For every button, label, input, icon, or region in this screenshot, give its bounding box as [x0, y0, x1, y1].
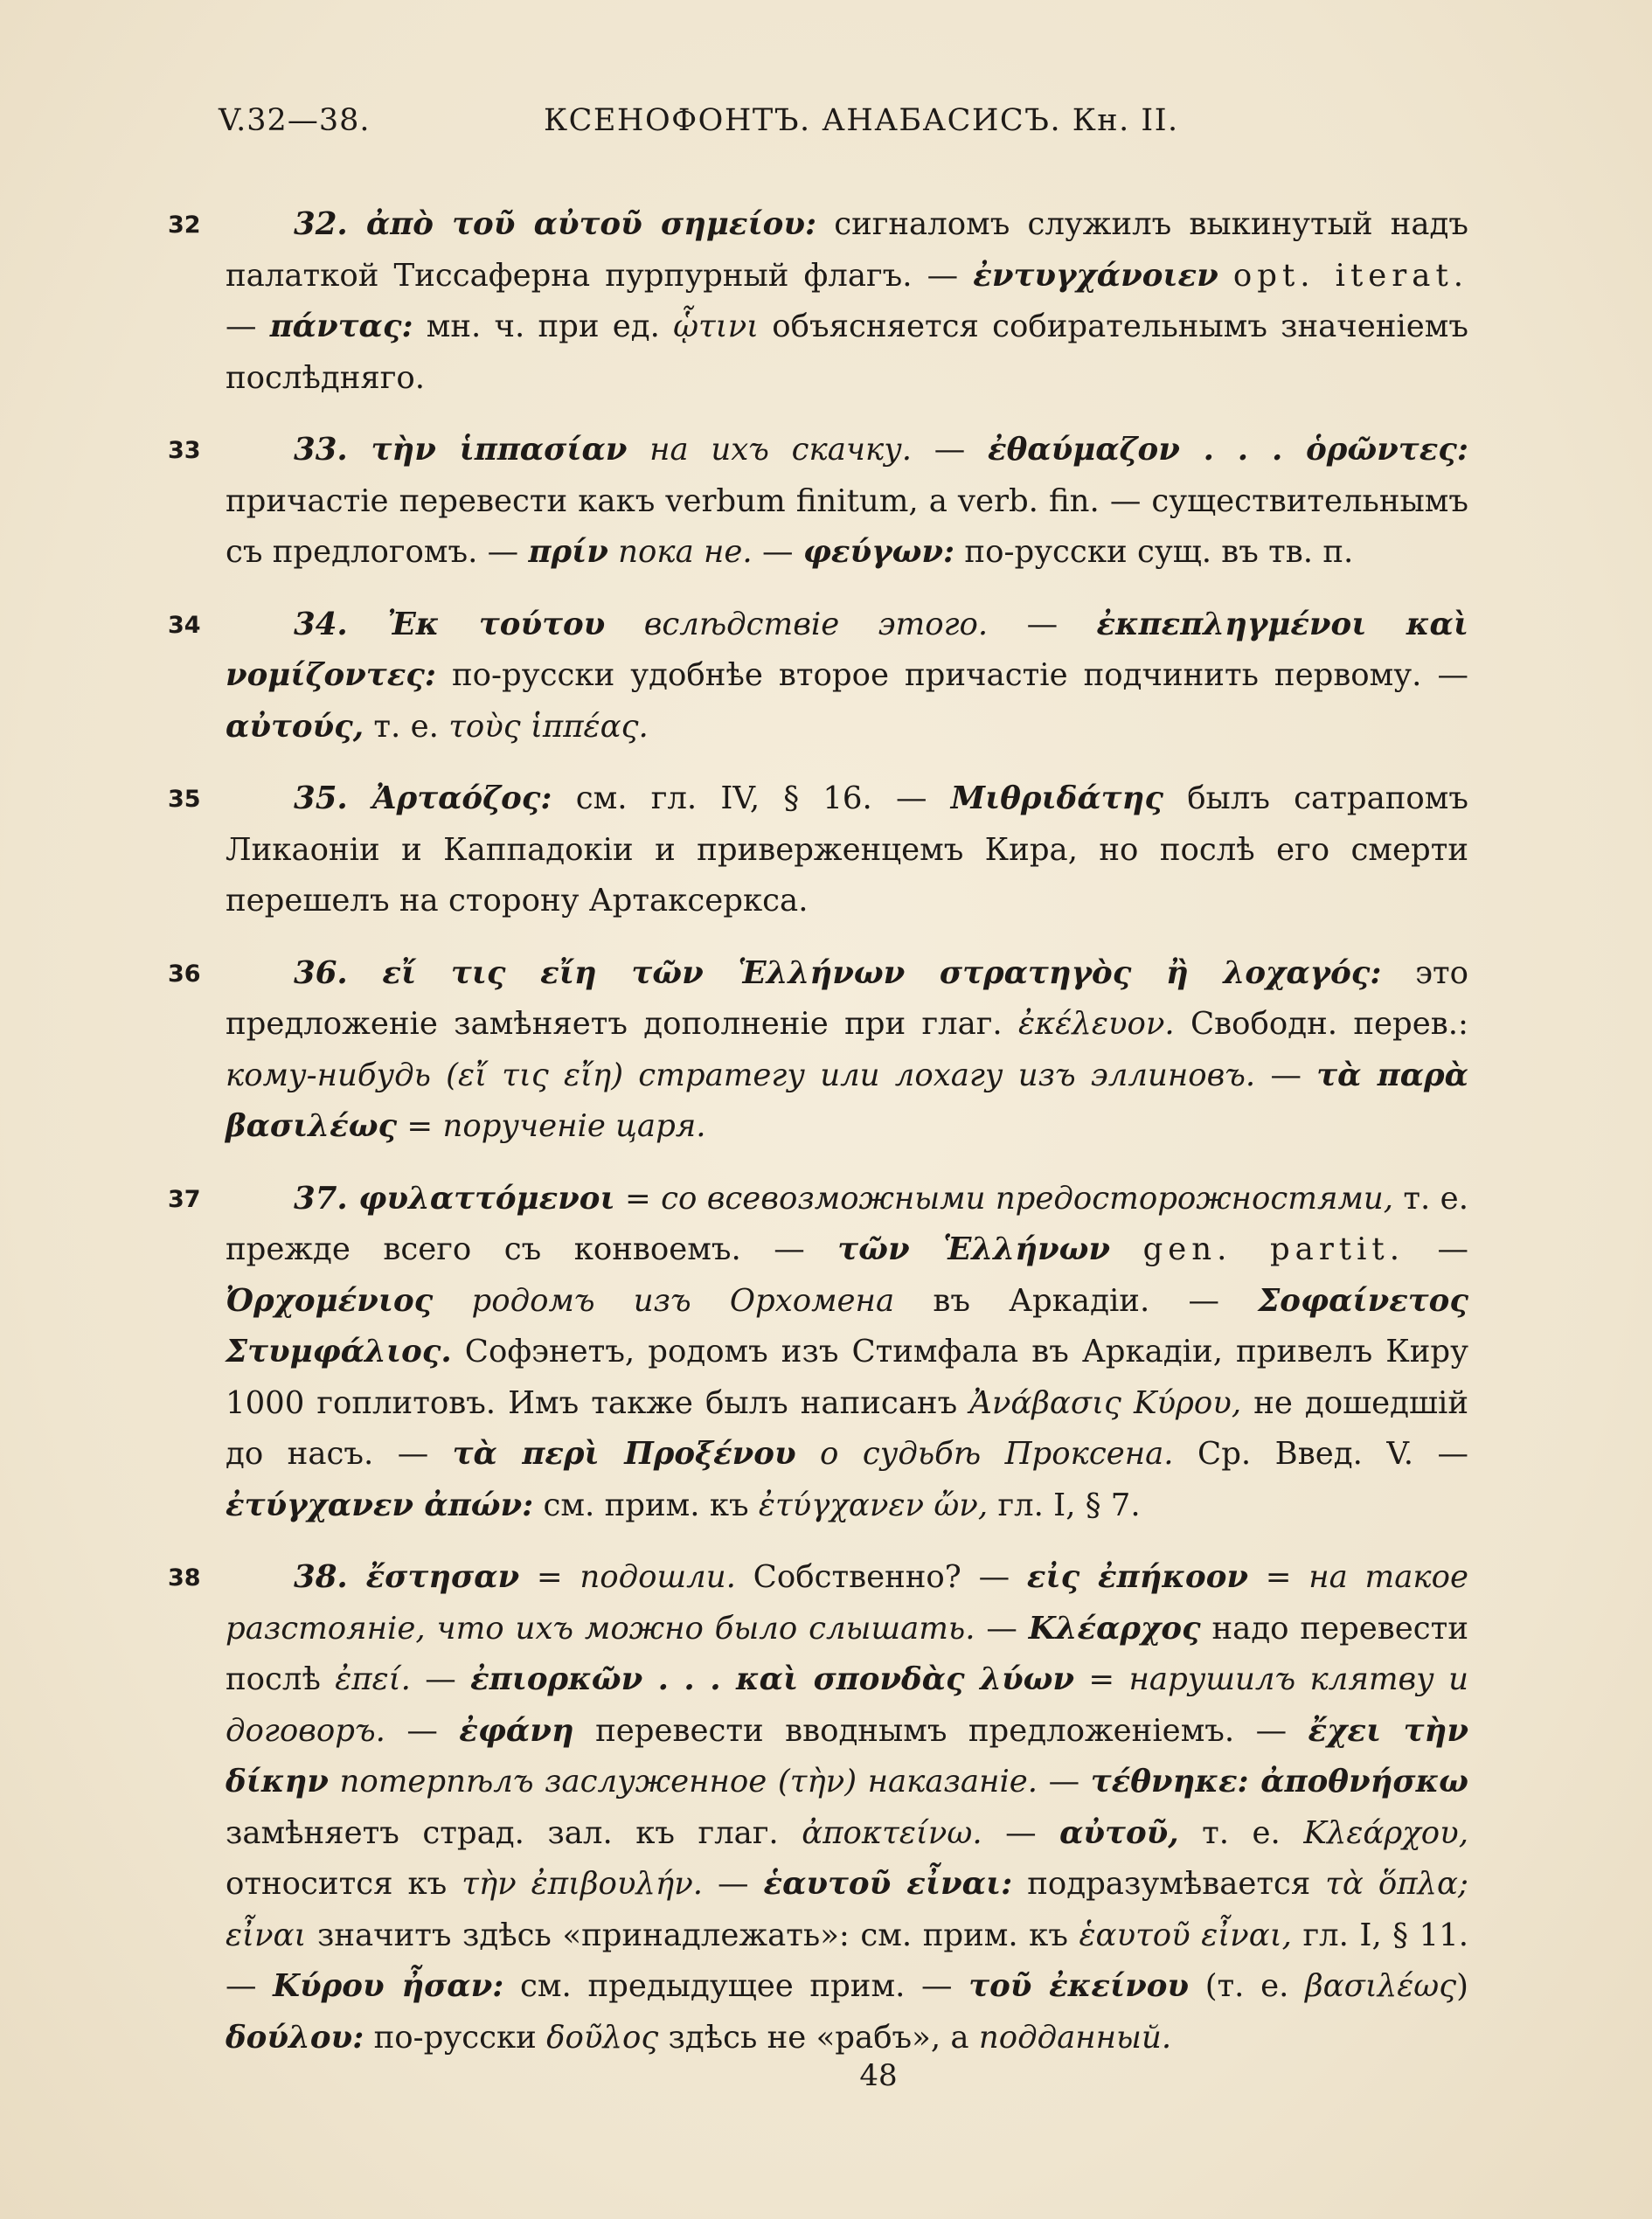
- note-text: [226, 600, 1468, 753]
- comment-text: [1110, 1231, 1143, 1267]
- comment-text: см. гл. IV, § 16. —: [552, 780, 951, 816]
- greek-lemma: τέθνηκε: ἀποθνήσκω: [1090, 1764, 1468, 1799]
- comment-text: ): [1456, 1968, 1468, 2004]
- greek-lemma: Κύρου ἦσαν:: [273, 1968, 504, 2004]
- translation: на ихъ скачку.: [627, 432, 913, 468]
- comment-text: —: [410, 1661, 471, 1697]
- note-text: [226, 1552, 1468, 2063]
- comment-text: =: [1074, 1661, 1129, 1697]
- comment-text: гл. I, § 7.: [988, 1487, 1141, 1523]
- note-35: [157, 773, 1468, 927]
- greek-lemma: πρίν: [528, 534, 608, 570]
- translation: ἐκέλευον.: [1017, 1006, 1175, 1042]
- comment-text: —: [703, 1866, 764, 1902]
- greek-lemma: πάντας:: [269, 309, 413, 344]
- comment-text: Ср. Введ. V. —: [1173, 1436, 1468, 1472]
- comment-text: гл. I, § 11. —: [226, 1917, 1468, 2004]
- translation: родомъ изъ Орхомена: [433, 1282, 895, 1319]
- comment-text: см. предыдущее прим. —: [503, 1968, 969, 2004]
- comment-text: Софэнетъ, родомъ изъ Стимфала въ Аркадіи, привелъ Киру 1000 гоплитовъ. Имъ также былъ написанъ: [226, 1334, 1468, 1421]
- comment-text: т. е.: [1178, 1814, 1304, 1851]
- note-37: [157, 1174, 1468, 1532]
- greek-lemma: 35. Ἀρταόζος:: [294, 780, 552, 816]
- note-33: [157, 425, 1468, 579]
- greek-lemma: ἐφάνη: [459, 1712, 574, 1749]
- greek-lemma: δούλου:: [226, 2019, 364, 2056]
- greek-lemma: τὰ περὶ Προξένου: [452, 1436, 796, 1472]
- greek-lemma: Μιθριδάτης: [950, 780, 1163, 816]
- greek-lemma: ἐντυγχάνοιεν: [973, 257, 1218, 294]
- comment-text: подразумѣвается: [1012, 1866, 1326, 1902]
- comment-text: это предложеніе замѣняетъ дополненіе при глаг.: [226, 954, 1469, 1042]
- note-32: [157, 199, 1468, 404]
- greek-lemma: αὐτοῦ,: [1059, 1814, 1179, 1851]
- margin-number: 32: [168, 211, 201, 239]
- note-36: [157, 948, 1468, 1153]
- comment-text: —: [1255, 1057, 1317, 1093]
- greek-lemma: τοῦ ἐκείνου: [968, 1968, 1190, 2004]
- translation: подошли.: [580, 1559, 736, 1595]
- greek-lemma: ἐπιορκῶν . . . καὶ σπονδὰς λύων: [470, 1661, 1075, 1697]
- translation: со всевозможными предосторожностями,: [661, 1180, 1394, 1217]
- page-number: 48: [859, 2058, 898, 2093]
- translation: потерпѣлъ заслуженное (τὴν) наказаніе.: [328, 1764, 1038, 1799]
- comment-text: —: [1404, 1231, 1468, 1267]
- comment-text: въ Аркадіи. —: [894, 1282, 1259, 1319]
- greek-lemma: ἑαυτοῦ εἶναι:: [763, 1866, 1013, 1902]
- comment-text: относится къ: [226, 1866, 462, 1902]
- translation: Ἀνάβασις Κύρου,: [969, 1384, 1242, 1421]
- translation: пока не.: [607, 534, 753, 570]
- greek-lemma: 37. φυλαττόμενοι: [294, 1180, 615, 1217]
- translation: τοὺς ἱππέας.: [448, 708, 649, 745]
- comment-text: значитъ здѣсь «принадлежать»: см. прим. къ: [306, 1917, 1079, 1953]
- comment-text: по-русски сущ. въ тв. п.: [954, 534, 1354, 570]
- comment-text: —: [975, 1610, 1029, 1647]
- translation: ᾧτινι: [673, 309, 760, 344]
- note-34: [157, 600, 1468, 753]
- note-text: [226, 199, 1468, 404]
- greek-lemma: αὐτούς,: [226, 708, 364, 745]
- translation: ἀποκτείνω.: [802, 1814, 982, 1851]
- spaced-term: gen. partit.: [1142, 1231, 1405, 1267]
- greek-lemma: 36. εἴ τις εἴη τῶν Ἑλλήνων στρατηγὸς ἢ λοχαγός:: [294, 954, 1382, 991]
- comment-text: Собственно? —: [735, 1559, 1027, 1595]
- comment-text: здѣсь не «рабъ», а: [658, 2019, 979, 2056]
- comment-text: объясняется собирательнымъ значеніемъ послѣдняго.: [226, 309, 1468, 396]
- translation: Κλεάρχου,: [1303, 1814, 1468, 1851]
- translation: о судьбѣ Проксена.: [795, 1436, 1174, 1472]
- comment-text: —: [385, 1712, 460, 1749]
- greek-lemma: 38. ἔστησαν: [294, 1559, 520, 1595]
- greek-lemma: εἰς ἐπήκοον: [1026, 1559, 1248, 1595]
- greek-lemma: 34. Ἐκ τούτου: [294, 606, 606, 642]
- margin-number: 34: [168, 611, 201, 639]
- greek-lemma: 32. ἀπὸ τοῦ αὐτοῦ σημείου:: [294, 206, 817, 242]
- comment-text: —: [1038, 1764, 1091, 1799]
- comment-text: =: [519, 1559, 580, 1595]
- note-text: [226, 773, 1468, 927]
- comment-text: былъ сатрапомъ Ликаоніи и Каппадокіи и приверженцемъ Кира, но послѣ его смерти перешелъ на сторону Артаксеркса.: [226, 780, 1468, 919]
- translation: ἐπεί.: [335, 1661, 411, 1697]
- comment-text: (т. е.: [1189, 1968, 1306, 2004]
- comment-text: перевести вводнымъ предложеніемъ. —: [573, 1712, 1308, 1749]
- comment-text: —: [226, 309, 270, 344]
- greek-lemma: ἔχει τὴν δίκην: [226, 1712, 1468, 1799]
- note-text: [226, 1174, 1468, 1532]
- comment-text: причастіе перевести какъ verbum finitum, a verb. fin. — существительнымъ съ предлогомъ. —: [226, 482, 1468, 570]
- margin-number: 33: [168, 437, 201, 464]
- section-range: V.32—38.: [219, 103, 371, 138]
- comment-text: —: [752, 534, 803, 570]
- note-38: [157, 1552, 1468, 2063]
- commentary-notes: [157, 199, 1468, 2084]
- comment-text: —: [988, 606, 1097, 642]
- comment-text: Свободн. перев.:: [1174, 1006, 1468, 1042]
- comment-text: —: [982, 1814, 1060, 1851]
- translation: кому-нибудь (εἴ τις εἴη) стратегу или лохагу изъ эллиновъ.: [226, 1057, 1256, 1093]
- running-title: КСЕНОФОНТЪ. АНАБАСИСЪ. Кн. II.: [544, 103, 1179, 138]
- comment-text: см. прим. къ: [533, 1487, 759, 1523]
- comment-text: надо перевести послѣ: [226, 1610, 1468, 1697]
- margin-number: 36: [168, 960, 201, 988]
- translation: βασιλέως: [1305, 1968, 1457, 2004]
- translation: нарушилъ клятву и договоръ.: [226, 1661, 1468, 1749]
- translation: ἐτύγχανεν ὤν,: [758, 1487, 989, 1523]
- comment-text: =: [614, 1180, 662, 1217]
- translation: порученіе царя.: [442, 1108, 706, 1144]
- greek-lemma: τῶν Ἑλλήνων: [837, 1231, 1111, 1267]
- greek-lemma: τὰ παρὰ βασιλέως: [226, 1057, 1468, 1144]
- greek-lemma: Ὀρχομένιος: [226, 1282, 434, 1319]
- margin-number: 38: [168, 1564, 201, 1591]
- comment-text: по-русски: [364, 2019, 547, 2056]
- note-text: [226, 425, 1468, 579]
- comment-text: [1218, 258, 1233, 294]
- margin-number: 37: [168, 1185, 201, 1213]
- translation: подданный.: [978, 2019, 1172, 2056]
- margin-number: 35: [168, 786, 201, 813]
- greek-lemma: ἐθαύμαζον . . . ὁρῶντες:: [988, 432, 1468, 468]
- greek-lemma: ἐκπεπληγμένοι καὶ νομίζοντες:: [226, 606, 1468, 693]
- greek-lemma: φεύγων:: [802, 534, 955, 570]
- translation: ἑαυτοῦ εἶναι,: [1079, 1917, 1292, 1953]
- comment-text: сигналомъ служилъ выкинутый надъ палаткой Тиссаферна пурпурный флагъ. —: [226, 206, 1468, 294]
- comment-text: =: [397, 1108, 443, 1144]
- spaced-term: opt. iterat.: [1232, 257, 1468, 294]
- note-text: [226, 948, 1468, 1153]
- translation: на такое разстояніе, что ихъ можно было слышать.: [226, 1559, 1468, 1647]
- comment-text: не дошедшій до насъ. —: [226, 1384, 1469, 1472]
- greek-lemma: ἐτύγχανεν ἀπών:: [226, 1487, 534, 1523]
- comment-text: замѣняетъ страд. зал. къ глаг.: [226, 1814, 802, 1851]
- greek-lemma: Κλέαρχος: [1028, 1610, 1201, 1647]
- translation: δοῦλος: [546, 2019, 659, 2056]
- comment-text: т. е. прежде всего съ конвоемъ. —: [226, 1180, 1468, 1267]
- greek-lemma: Σοφαίνετος Στυμφάλιος.: [226, 1282, 1468, 1370]
- greek-lemma: 33. τὴν ἱππασίαν: [294, 432, 628, 468]
- comment-text: =: [1248, 1559, 1309, 1595]
- comment-text: мн. ч. при ед.: [413, 309, 674, 344]
- running-header: [219, 103, 1197, 156]
- translation: τὰ ὅπλα; εἶναι: [226, 1866, 1468, 1953]
- comment-text: по-русски удобнѣе второе причастіе подчинить первому. —: [436, 657, 1468, 693]
- comment-text: т. е.: [364, 708, 449, 745]
- comment-text: —: [912, 432, 989, 468]
- translation: вслѣдствіе этого.: [605, 606, 989, 642]
- translation: τὴν ἐπιβουλήν.: [462, 1866, 704, 1902]
